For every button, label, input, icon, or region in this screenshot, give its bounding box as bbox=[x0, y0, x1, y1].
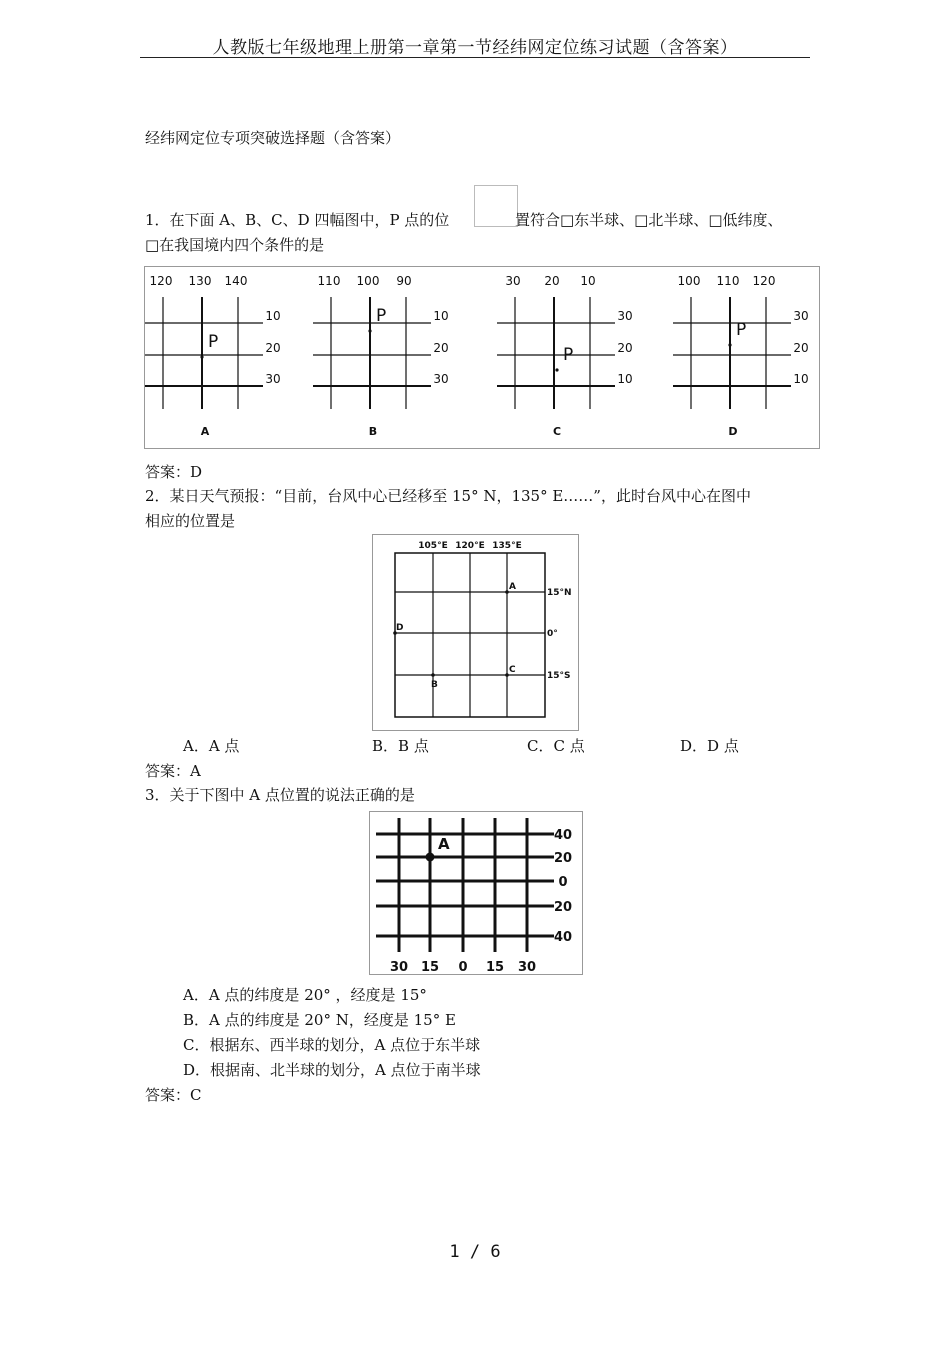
q1-panel-D bbox=[673, 274, 809, 438]
q1-answer: 答案：D bbox=[145, 463, 203, 481]
q2-stem-line1: 2．某日天气预报：“目前，台风中心已经移至 15° N，135° E……”，此时台风中心在图中 bbox=[145, 487, 751, 505]
q1-right-label: 10 bbox=[617, 372, 633, 386]
q3-right-label: 40 bbox=[553, 930, 573, 945]
q1-stem-part2: 置符合□东半球、□北半球、□低纬度、 bbox=[515, 211, 783, 229]
q3-right-label: 0 bbox=[558, 875, 568, 890]
q3-bottom-label: 0 bbox=[458, 960, 468, 974]
q2-option-a[interactable]: A．A 点 bbox=[183, 737, 240, 755]
q1-top-label: 140 bbox=[224, 274, 248, 288]
q1-top-label: 120 bbox=[752, 274, 776, 288]
q1-top-label: 130 bbox=[188, 274, 212, 288]
q1-top-label: 10 bbox=[580, 274, 596, 288]
q1-point-dot bbox=[555, 368, 558, 371]
q1-right-label: 20 bbox=[617, 341, 633, 355]
q2-point-dot bbox=[431, 673, 435, 677]
q1-panel-label: C bbox=[552, 425, 562, 438]
q1-point-dot bbox=[368, 329, 371, 332]
q3-option-a[interactable]: A．A 点的纬度是 20° ，经度是 15° bbox=[183, 986, 427, 1004]
q1-point-label: P bbox=[208, 332, 219, 352]
q1-top-label: 100 bbox=[356, 274, 380, 288]
page-number: 1 / 6 bbox=[449, 1242, 501, 1262]
q2-option-c[interactable]: C．C 点 bbox=[527, 737, 585, 755]
q3-point-label: A bbox=[438, 835, 450, 853]
embedded-blank-image bbox=[474, 185, 518, 227]
q1-stem-line2: □在我国境内四个条件的是 bbox=[145, 236, 325, 254]
q2-right-label: 0° bbox=[547, 629, 558, 639]
q1-right-label: 30 bbox=[433, 372, 449, 386]
q3-right-label: 20 bbox=[553, 851, 573, 866]
q1-panel-C bbox=[497, 274, 633, 438]
q1-figure bbox=[145, 267, 819, 448]
q2-answer: 答案：A bbox=[145, 762, 201, 780]
q1-panel-label: B bbox=[368, 425, 378, 438]
q1-top-label: 20 bbox=[544, 274, 560, 288]
q2-point-label: A bbox=[509, 582, 516, 592]
q2-right-label: 15°N bbox=[547, 588, 572, 598]
q3-option-b[interactable]: B．A 点的纬度是 20° N，经度是 15° E bbox=[183, 1011, 456, 1029]
q1-top-label: 90 bbox=[396, 274, 412, 288]
q2-top-label: 120°E bbox=[455, 541, 485, 551]
q2-point-label: D bbox=[396, 623, 404, 633]
q3-map bbox=[370, 812, 582, 974]
q1-right-label: 20 bbox=[793, 341, 809, 355]
q3-right-label: 40 bbox=[553, 828, 573, 843]
q2-point-label: B bbox=[431, 680, 438, 690]
q1-top-label: 100 bbox=[677, 274, 701, 288]
q2-figure-box bbox=[372, 534, 579, 731]
header-rule bbox=[140, 57, 810, 58]
q2-right-label: 15°S bbox=[547, 671, 571, 681]
q1-right-label: 20 bbox=[433, 341, 449, 355]
q3-stem: 3．关于下图中 A 点位置的说法正确的是 bbox=[145, 786, 415, 804]
q3-option-c[interactable]: C．根据东、西半球的划分，A 点位于东半球 bbox=[183, 1036, 481, 1054]
q1-panel-label: D bbox=[728, 425, 738, 438]
q1-point-dot bbox=[728, 343, 731, 346]
q1-right-label: 20 bbox=[265, 341, 281, 355]
q1-right-label: 10 bbox=[265, 309, 281, 323]
q1-point-dot bbox=[200, 355, 203, 358]
q2-stem-line2: 相应的位置是 bbox=[145, 512, 236, 530]
q1-point-label: P bbox=[376, 306, 387, 326]
q1-top-label: 120 bbox=[149, 274, 173, 288]
q3-bottom-label: 15 bbox=[420, 960, 440, 974]
q2-map bbox=[373, 535, 578, 730]
q1-top-label: 110 bbox=[317, 274, 341, 288]
q3-right-label: 20 bbox=[553, 900, 573, 915]
q1-top-label: 30 bbox=[505, 274, 521, 288]
q1-right-label: 10 bbox=[433, 309, 449, 323]
q1-panel-label: A bbox=[200, 425, 210, 438]
q2-top-label: 105°E bbox=[418, 541, 448, 551]
q3-figure-box bbox=[369, 811, 583, 975]
q1-right-label: 30 bbox=[793, 309, 809, 323]
q2-top-label: 135°E bbox=[492, 541, 522, 551]
q3-bottom-label: 30 bbox=[389, 960, 409, 974]
q1-point-label: P bbox=[563, 345, 574, 365]
q1-figure-box bbox=[144, 266, 820, 449]
q1-point-label: P bbox=[736, 320, 747, 340]
q1-right-label: 10 bbox=[793, 372, 809, 386]
q2-point-label: C bbox=[509, 665, 516, 675]
q1-panel-B bbox=[313, 274, 449, 438]
q1-top-label: 110 bbox=[716, 274, 740, 288]
q3-answer: 答案：C bbox=[145, 1086, 202, 1104]
q3-bottom-label: 15 bbox=[485, 960, 505, 974]
q2-option-d[interactable]: D．D 点 bbox=[680, 737, 739, 755]
q1-right-label: 30 bbox=[265, 372, 281, 386]
q1-right-label: 30 bbox=[617, 309, 633, 323]
q1-stem-part1: 1．在下面 A、B、C、D 四幅图中，P 点的位 bbox=[145, 211, 450, 229]
q1-panel-A bbox=[145, 274, 281, 438]
q2-option-b[interactable]: B．B 点 bbox=[372, 737, 429, 755]
section-subtitle: 经纬网定位专项突破选择题（含答案） bbox=[145, 129, 401, 147]
q3-bottom-label: 30 bbox=[517, 960, 537, 974]
page-header-title: 人教版七年级地理上册第一章第一节经纬网定位练习试题（含答案） bbox=[212, 38, 738, 58]
q3-option-d[interactable]: D．根据南、北半球的划分，A 点位于南半球 bbox=[183, 1061, 481, 1079]
q3-point-dot bbox=[426, 853, 435, 862]
